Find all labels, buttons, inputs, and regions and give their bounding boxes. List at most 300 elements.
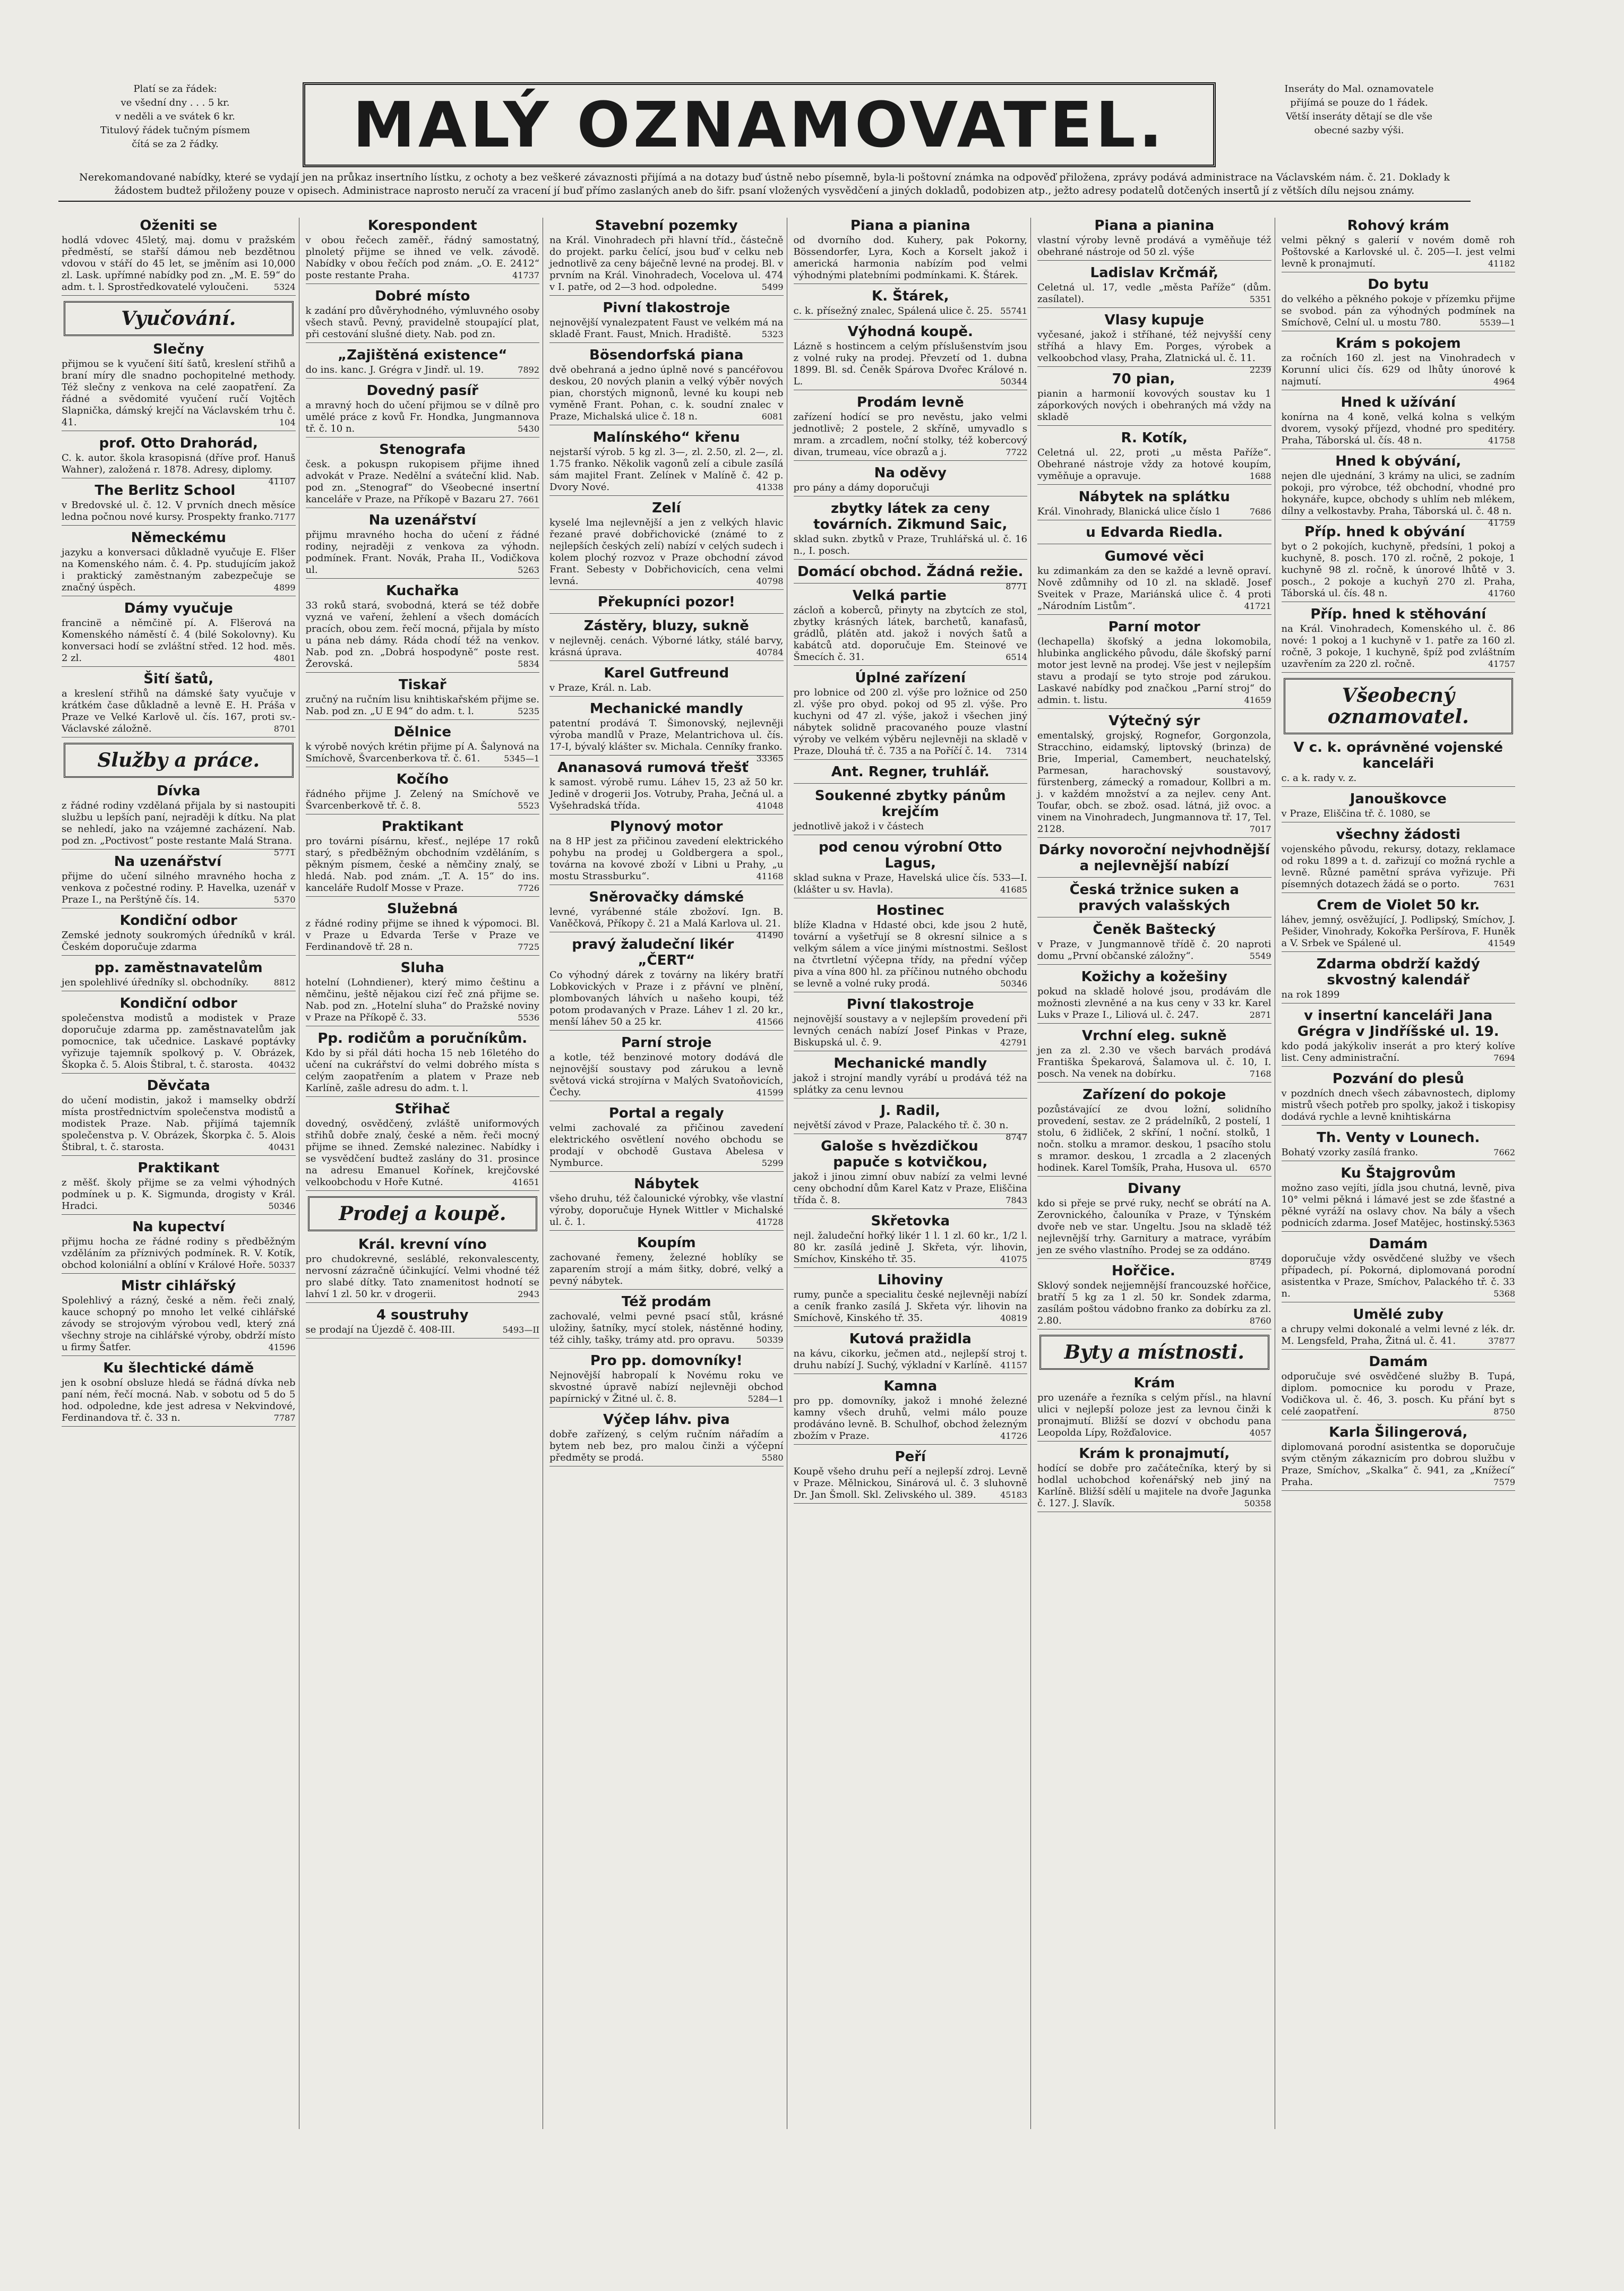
ad-heading: Děvčata xyxy=(147,1078,210,1094)
ad-heading: R. Kotík, xyxy=(1121,430,1188,446)
ad-heading: Zástěry, bluzy, sukně xyxy=(583,618,749,634)
ad-heading: Hned k užívání xyxy=(1341,394,1456,410)
classified-ad xyxy=(794,670,1028,760)
ad-text: a mravný hoch do učení přijmou se v dílně pro umělé práce z kovů Fr. Hondka, Jungmannova tř. č. 10 n. 5430 xyxy=(305,400,539,434)
header xyxy=(58,82,1471,167)
classified-ad xyxy=(1282,394,1516,449)
ad-text: pro pp. domovníky, jakož i mnohé železné kamny všech druhů, velmi málo pouze prodáváno levně. B. Schulhof, obchod železným zbožím v Praze. 41726 xyxy=(793,1395,1027,1441)
ad-heading: Kondiční odbor xyxy=(119,913,237,929)
ad-text: nejl. žaludeční hořký likér 1 l. 1 zl. 60 kr., 1/2 l. 80 kr. zasílá jedině J. Skřeta, výr. lihovin, Smíchov, Kinského tř. 35. 41075 xyxy=(793,1230,1027,1265)
ad-heading: Vrchní eleg. sukně xyxy=(1082,1028,1227,1044)
ad-text: kyselé lma nejlevnější a jen z velkých hlavic řezané pravé dobřichovické (známé to z nejlepších českých zelí) nabízí v celých sudech i kolem plochý rozvoz v Praze obchodní závod Frant. Sebesty v Dobřichovicích, cena velmi levná. 40798 xyxy=(549,517,784,587)
ad-reference-number: 40819 xyxy=(1000,1313,1027,1323)
classified-ad xyxy=(306,771,540,814)
ad-text: pianin a harmonií kovových soustav ku 1 záporkových nových i obehraných má vždy na skladě xyxy=(1037,388,1271,423)
ad-heading: Do bytu xyxy=(1368,277,1429,293)
ad-heading: Střihač xyxy=(394,1101,450,1117)
classified-ad xyxy=(62,671,296,737)
ad-reference-number: 6514 xyxy=(1006,652,1027,662)
ad-text: na 8 HP jest za přičinou zavedení elektrického pohybu na prodej u Goldbergera a spol., továrna na kovové zboží v Libni u Prahy, „u mostu Strassburku“. 41168 xyxy=(549,836,784,882)
ad-text: jazyku a konversaci důkladně vyučuje E. Flšer na Komenského nám. č. 4. Pp. studujícím jakož i praktický zaměstnaným zabezpečuje se značný úspěch. 4899 xyxy=(62,547,296,593)
classified-ad xyxy=(306,677,540,720)
ad-text: velmi zachovalé za přičinou zavedení elektrického osvětlení nového obchodu se prodají v obchodě Gustava Abelesa v Nymburce. 5299 xyxy=(549,1122,784,1169)
ad-heading: Překupníci pozor! xyxy=(597,594,735,610)
insert-info-line: obecné sazby výši. xyxy=(1314,125,1404,136)
classified-ad xyxy=(1282,1071,1516,1126)
classified-ad xyxy=(1037,312,1271,375)
ad-heading: Ku šlechtické dámě xyxy=(103,1360,254,1376)
ad-text: rumy, punče a specialitu české nejlevněji nabízí a ceník franko zasílá J. Skřeta výr. lihovin na Smíchově, Kinského tř. 35. 40819 xyxy=(793,1289,1027,1324)
ad-heading: Ant. Regner, truhlář. xyxy=(831,764,990,780)
classified-ad xyxy=(62,854,296,908)
price-line: ve všední dny . . . 5 kr. xyxy=(121,97,230,108)
classified-ad xyxy=(794,1056,1028,1099)
classified-ad xyxy=(793,1103,1028,1142)
ad-text: se prodají na Újezdě č. 408-III. 5493—II xyxy=(305,1324,539,1335)
column-5 xyxy=(1034,218,1275,2129)
classified-ad xyxy=(1037,265,1271,308)
ad-reference-number: 50346 xyxy=(268,1201,296,1211)
classified-ad xyxy=(306,347,540,379)
ad-reference-number: 41757 xyxy=(1488,659,1515,669)
ad-heading: Hořčice. xyxy=(1112,1263,1175,1279)
ad-reference-number: 4899 xyxy=(273,582,296,593)
classified-ad xyxy=(306,442,540,508)
ad-heading: Crem de Violet 50 kr. xyxy=(1317,897,1480,913)
ad-heading: Janouškovce xyxy=(1350,791,1447,807)
ad-text: nejnovější soustavy a v nejlepším provedení při levných cenách nabízí Josef Pinkas v Praze, Biskupská ul. č. 9. 42791 xyxy=(793,1014,1027,1048)
classified-ad xyxy=(794,588,1028,666)
price-line: v neděli a ve svátek 6 kr. xyxy=(115,111,235,122)
ad-reference-number: 8701 xyxy=(273,724,296,734)
ad-text: zácloň a koberců, přinyty na zbytcích ze stol, zbytky krásných látek, barchetů, kanafasů, grádlů, plátěn atd. jakož i nových šatů a kabátců atd. doporučuje Em. Steinové ve Šmecích č. 31. 6514 xyxy=(793,605,1027,663)
ad-heading: Pozvání do plesů xyxy=(1332,1071,1464,1087)
ad-text: z měšť. školy přijme se za velmi výhodných podmínek u p. K. Sigmunda, drogisty v Král. Hradci. 50346 xyxy=(62,1177,296,1212)
classified-ad xyxy=(794,465,1028,496)
ad-text: pro lobnice od 200 zl. výše pro ložnice od 250 zl. výše pro obyd. pokoj od 95 zl. výše. Pro kuchyni od 47 zl. výše, jakož i všechen jiný nábytek solidně pracovaného pouze vlastní výroby ve velkém výběru nejlevněji na skladě v Praze, Dlouhá tř. č. 735 a na Poříčí č. 14. 7314 xyxy=(793,687,1027,757)
ad-reference-number: 40431 xyxy=(268,1142,296,1152)
ad-text: zařízení hodící se pro nevěstu, jako velmi jednotlivě; 2 postele, 2 skříně, umyvadlo s mram. a zrcadlem, noční stolky, též kobercový divan, trumeau, více obrazů a j. 7722 xyxy=(793,411,1027,458)
ad-heading: Dělnice xyxy=(393,724,452,740)
classified-ad xyxy=(62,783,296,857)
ad-heading: Gumové věci xyxy=(1104,548,1204,564)
classified-ad xyxy=(549,430,784,496)
ad-reference-number: 5549 xyxy=(1249,951,1271,961)
ad-text: v Praze, Eliščina tř. č. 1080, se xyxy=(1281,808,1431,819)
ad-reference-number: 5345—1 xyxy=(504,753,539,763)
ad-reference-number: 2239 xyxy=(1249,365,1271,375)
ad-text: k samost. výrobě rumu. Láhev 15, 23 až 50 kr. Jedině v drogerii Jos. Votruby, Praha, Ječná ul. a Vyšehradská třída. 41048 xyxy=(549,777,784,811)
ad-reference-number: 6081 xyxy=(761,411,784,422)
ad-heading: Rohový krám xyxy=(1347,218,1449,234)
classified-ad xyxy=(1037,218,1271,261)
ad-text: společenstva modistů a modistek v Praze doporučuje zdarma pp. zaměstnavatelům jak pomocnice, tak učednice. Laskavé poptávky vyřizuje tajemník spolkový p. V. Obrázek, Škopka č. 5. Alois Štibral, t. č. starosta. 40432 xyxy=(62,1012,296,1070)
ad-text: do učení modistin, jakož i mamselky obdrží místa prostřednictvím společenstva modistů a modistek Praze. Nab. přijímá tajemník společenstva p. V. Obrázek, Škorpka č. 5. Alois Štibral, t. č. starosta. 40431 xyxy=(62,1095,296,1153)
classified-ad xyxy=(1037,619,1271,709)
ad-text: nejen dle ujednání, 3 krámy na ulici, se zadním pokoji, pro výrobce, též obchodní, vhodné pro hokynáře, kupce, obchody s uhlím neb mlékem, dílny a velkostavby. Praha, Táborská ul. č. 48 n. 41759 xyxy=(1281,470,1515,528)
section-heading: Prodej a koupě. xyxy=(308,1196,538,1231)
classified-ad xyxy=(549,1412,784,1466)
classified-ad xyxy=(1282,1008,1516,1067)
ad-reference-number: 7177 xyxy=(273,512,296,522)
classified-ad xyxy=(1282,897,1516,952)
ad-text: diplomovaná porodní asistentka se doporučuje svým ctěným zákaznicím pro dobrou službu v Praze, Smíchov, „Skalka“ č. 941, za „Knížecí“ Praha. 7579 xyxy=(1281,1441,1515,1488)
ad-heading: Sluha xyxy=(400,960,444,976)
ad-text: jen za zl. 2.30 ve všech barvách prodává Františka Špekarová, Šalamova ul. č. 10, I. posch. Na venek na dobírku. 7168 xyxy=(1037,1045,1271,1079)
ad-text: v pozdních dnech všech zábavnostech, diplomy mistrů všech potřeb pro spolky, jakož i tiskopisy dodává rychle a levně knihtiskárna xyxy=(1281,1088,1515,1122)
ad-heading: Karla Šilingerová, xyxy=(1329,1425,1468,1440)
classified-ad xyxy=(1037,548,1271,615)
ad-heading: Ku Štajgrovům xyxy=(1341,1165,1456,1181)
ad-heading: Lihoviny xyxy=(878,1272,943,1288)
classified-ad xyxy=(62,600,296,667)
ad-text: a kreslení střihů na dámské šaty vyučuje v krátkém čase důkladně a levně E. H. Práša v Praze ve Velké Karlově ul. čís. 167, proti sv.-Václavské záložně. 8701 xyxy=(62,688,296,734)
classified-ad xyxy=(549,937,784,1031)
classified-ad xyxy=(794,788,1028,835)
ad-reference-number: 7314 xyxy=(1006,746,1027,756)
ad-heading: pp. zaměstnavatelům xyxy=(94,960,263,976)
ad-heading: Dovedný pasíř xyxy=(366,383,478,399)
ad-heading: Nábytek xyxy=(634,1176,699,1192)
ad-reference-number: 5299 xyxy=(761,1158,784,1168)
classified-ad xyxy=(62,913,296,956)
classified-ad xyxy=(549,1294,784,1349)
ad-reference-number: 5580 xyxy=(761,1453,784,1463)
ad-text: sklad sukn. zbytků v Praze, Truhlářská ul. č. 16 n., I. posch. xyxy=(793,534,1027,556)
ad-heading: Sněrovačky dámské xyxy=(589,889,744,905)
column-2 xyxy=(303,218,544,2129)
ad-heading: všechny žádosti xyxy=(1336,827,1460,843)
ad-heading: Kožichy a kožešiny xyxy=(1081,969,1227,985)
ad-heading: J. Radil, xyxy=(880,1103,940,1119)
classified-ad xyxy=(1282,956,1516,1003)
classified-ad xyxy=(549,1235,784,1290)
ad-reference-number: 42791 xyxy=(1000,1037,1027,1048)
ad-heading: Zelí xyxy=(652,500,681,516)
ad-text: 33 roků stará, svobodná, která se též dobře vyzná ve vaření, žehlení a všech domácích pracích, obou zem. řečí mocná, přijala by místo u pána neb dámy. Ráda chodí též na venkov. Nab. pod zn. „Dobrá hospodyně“ poste rest. Žerovská. 5834 xyxy=(305,600,539,670)
ad-text: na rok 1899 xyxy=(1281,989,1340,1000)
ad-heading: Praktikant xyxy=(381,819,463,835)
ad-heading: Krám s pokojem xyxy=(1335,336,1461,351)
classified-ad xyxy=(306,383,540,437)
ad-text: francinë a němčině pí. A. Flšerová na Komenského náměstí č. 4 (bilé Sokolovny). Ku konversaci hodí se zvláštní střed. 12 hod. měs. 2 zl. 4801 xyxy=(62,617,296,664)
ad-reference-number: 41338 xyxy=(756,482,784,492)
ad-text: kdo si přeje se prvé ruky, nechť se obrátí na A. Zerovnického, čalouníka v Praze, v Týnském dvoře neb ve star. Ungeltu. Jsou na skladě též nejlevnější trhy. Garnitury a matrace, vyrábím jen ze svého vlastního. Prodej se za oddáno. 8749 xyxy=(1037,1198,1271,1267)
ad-reference-number: 4801 xyxy=(273,653,296,663)
ad-reference-number: 8812 xyxy=(273,977,296,988)
ad-text: z řádné rodiny přijme se ihned k výpomoci. Bl. v Praze u Edvarda Terše v Praze ve Ferdinandově tř. 28 n. 7725 xyxy=(305,918,539,953)
ad-text: C. k. autor. škola krasopisná (dříve prof. Hanuš Wahner), založená r. 1878. Adresy, diplomy. 41107 xyxy=(62,452,296,486)
ad-heading: Kutová pražidla xyxy=(849,1331,972,1347)
classified-ad xyxy=(1037,1181,1271,1267)
classified-ad xyxy=(1282,1236,1516,1302)
ad-reference-number: 4964 xyxy=(1493,376,1515,387)
column-1 xyxy=(58,218,299,2129)
ad-reference-number: 5235 xyxy=(518,706,539,716)
ad-heading: Domácí obchod. Žádná režie. xyxy=(797,564,1024,580)
ad-text: k výrobě nových krétin přijme pí A. Šalynová na Smíchově, Švarcenberkova tř. č. 61. 5345—1 xyxy=(305,741,539,764)
ad-reference-number: 40432 xyxy=(268,1060,296,1070)
ad-reference-number: 5834 xyxy=(518,659,539,669)
ad-text: česk. a pokuspn rukopisem přijme ihned advokát v Praze. Nedělní a sváteční klid. Nab. pod zn. „Stenograf“ do Všeobecné insertní kanceláře v Praze, na Příkopě v Bazaru 27. 7661 xyxy=(305,459,539,505)
ad-heading: Výčep láhv. piva xyxy=(603,1412,730,1428)
ad-text: ku zdimankám za den se každé a levně opraví. Nově zdůmnihy od 10 zl. na skladě. Josef Sveitek v Praze, Mariánská ulice č. 4 proti „Národním Listům“. 41721 xyxy=(1037,565,1271,612)
ad-heading: „Zajištěná existence“ xyxy=(338,347,508,363)
ad-heading: pod cenou výrobní Otto Lagus, xyxy=(818,839,1002,871)
price-box xyxy=(58,82,292,167)
ad-text: láhev, jemný, osvěžující, J. Podlipský, Smíchov, J. Pešider, Vinohrady, Kokořka Peršírova, F. Huněk a V. Srbek ve Spálené ul. 41549 xyxy=(1281,914,1515,949)
ad-heading: Parní stroje xyxy=(621,1035,712,1051)
ad-heading: Král. krevní víno xyxy=(358,1237,487,1252)
column-4 xyxy=(790,218,1032,2129)
classified-ad xyxy=(1282,740,1516,787)
ad-heading: Šití šatů, xyxy=(143,671,214,687)
ad-heading: Kuchařka xyxy=(386,583,459,599)
ad-reference-number: 7017 xyxy=(1249,824,1271,834)
classified-ad xyxy=(1282,606,1516,673)
ad-reference-number: 41182 xyxy=(1488,259,1515,269)
ad-heading: Kondiční odbor xyxy=(119,996,237,1011)
ad-heading: Výtečný sýr xyxy=(1109,713,1200,729)
section-heading: Vyučování. xyxy=(64,301,294,336)
ad-text: v Praze, v Jungmannově třídě č. 20 naproti domu „První občanské záložny“. 5549 xyxy=(1037,939,1271,962)
classified-ad xyxy=(1037,1028,1271,1083)
ad-heading: Na uzenářství xyxy=(368,512,476,528)
ad-text: konírna na 4 koně, velká kolna s velkým dvorem, vysoký příjezd, vhodné pro speditéry. Praha, Táborská ul. čís. 48 n. 41758 xyxy=(1281,411,1515,446)
ad-reference-number: 6570 xyxy=(1249,1163,1271,1173)
classified-ad xyxy=(549,1353,784,1408)
classified-ad xyxy=(549,1176,784,1231)
ad-heading: Velká partie xyxy=(852,588,947,604)
ad-text: jen spolehlivé úředníky sl. obchodníky. 8812 xyxy=(62,977,296,988)
ad-text: (lechapella) škofský a jedna lokomobila, hlubinka anglického původu, dále škofský parní motor jest levně na prodej. Vše jest v nejlepším stavu a prodají se tyto stroje pod zárukou. Laskavé nabídky pod značkou „Parní stroj“ do admin. t. listu. 41659 xyxy=(1037,636,1271,706)
ad-text: jakož i jinou zimní obuv nabízí za velmi levné ceny obchodní dům Karel Katz v Praze, Eliščina třída č. 8. 7843 xyxy=(793,1171,1027,1206)
ad-text: pro chudokrevné, sesláblé, rekonvalescenty, nervosní zázračně účinkující. Velmi vhodné též pro slabé dítky. Tato znamenitost hodnotí se lahví 1 zl. 50 kr. v drogerii. 2943 xyxy=(305,1254,539,1300)
ad-reference-number: 5370 xyxy=(273,895,296,905)
ad-heading: Dámy vyučuje xyxy=(124,600,233,616)
ad-heading: Hostinec xyxy=(876,903,944,919)
ad-heading: u Edvarda Riedla. xyxy=(1086,525,1223,540)
ad-text: odporučuje své osvědčené služby B. Tupá, diplom. pomocnice ku porodu v Praze, Vodičkova ul. č. 46, 3. posch. Ku přání byt s celé zaopatření. 8750 xyxy=(1281,1371,1515,1417)
classified-ad xyxy=(306,512,540,579)
ad-reference-number: 5323 xyxy=(761,329,784,339)
ad-text: do ins. kanc. J. Grégra v Jindř. ul. 19. 7892 xyxy=(305,364,539,375)
ad-reference-number: 7892 xyxy=(518,365,539,375)
ad-text: Koupě všeho druhu peří a nejlepší zdroj. Levně v Praze. Mělnickou, Sinárová ul. č. 3 sluhovně Dr. Jan Šmoll. Skl. Zelivského ul. 389. 45183 xyxy=(793,1466,1027,1500)
classified-ad xyxy=(794,394,1028,461)
ad-heading: Parní motor xyxy=(1108,619,1200,635)
ad-heading: Německému xyxy=(131,530,226,546)
ad-text: jednotlivě jakož i v částech xyxy=(793,821,924,832)
ad-reference-number: 5430 xyxy=(518,424,539,434)
ad-heading: Pivní tlakostroje xyxy=(846,997,974,1012)
classified-ad xyxy=(62,218,296,296)
ad-heading: Dobré místo xyxy=(375,288,470,304)
ad-heading: Příp. hned k obývání xyxy=(1304,524,1465,540)
ad-reference-number: 5536 xyxy=(518,1012,539,1023)
ad-text: dvě obehraná a jedno úplně nové s pancéřovou deskou, 20 nových planin a velký výběr nových pian, chorstých mignonů, levné ku koupi neb vyměně Frant. Pohan, c. k. soudní znalec v Praze, Michalská ulice č. 18 n. 6081 xyxy=(549,364,784,422)
ad-text: Bohatý vzorky zasílá franko. 7662 xyxy=(1281,1147,1515,1158)
ad-heading: Oženiti se xyxy=(140,218,218,234)
ad-reference-number: 41760 xyxy=(1488,588,1515,598)
classified-ad xyxy=(62,1278,296,1356)
classified-ad xyxy=(1037,1375,1271,1441)
ad-reference-number: 7722 xyxy=(1006,447,1027,457)
ad-heading: Zdarma obdrží každý skvostný kalendář xyxy=(1316,956,1480,988)
ad-text: levné, vyrábenné stále zbožoví. Ign. B. Vaněčková, Příkopy č. 21 a Malá Karlova ul. 21. 41490 xyxy=(549,906,784,940)
ad-heading: Umělé zuby xyxy=(1353,1307,1444,1323)
classified-ad xyxy=(794,839,1028,898)
ad-reference-number: 41075 xyxy=(1000,1254,1027,1264)
ad-text: pro pány a dámy doporučuji xyxy=(793,482,930,493)
ad-reference-number: 2943 xyxy=(518,1289,539,1299)
ad-heading: Piana a pianina xyxy=(850,218,970,234)
ad-text: přijmu hocha ze řádné rodiny s předběžným vzděláním za příznivých podmínek. R. V. Kotík, obchod koloniální a oblíní v Králové Hoře. 50337 xyxy=(62,1236,296,1271)
ad-reference-number: 7694 xyxy=(1493,1053,1515,1063)
classified-ad xyxy=(794,764,1028,784)
ad-text: pro továrni písárnu, křesť., nejlépe 17 roků starý, s předběžným obchodním vzděláním, s pěkným písmem, české a němčiny znalý, se hledá. Nab. pod znám. „T. A. 15“ do ins. kanceláře Rudolf Mosse v Praze. 7726 xyxy=(305,836,539,894)
ad-text: Zemské jednoty soukromých úředníků v král. Českém doporučuje zdarma xyxy=(62,930,296,953)
ad-reference-number: 41651 xyxy=(512,1177,539,1187)
ad-text: nejnovější vynalezpatent Faust ve velkém má na skladě Frant. Faust, Mnich. Hradiště. 5323 xyxy=(549,317,784,340)
ad-heading: Výhodná koupě. xyxy=(847,324,973,340)
ad-reference-number: 7725 xyxy=(518,942,539,952)
ad-text: na Král. Vinohradech, Komenského ul. č. 86 nové: 1 pokoj a 1 kuchyně v 1. patře za 160 zl. ročně, 3 pokoje, 1 kuchyně, špíž pod zvláštním uzavřením za 220 zl. ročně. 41757 xyxy=(1281,623,1515,670)
ad-text: v obou řečech zaměř., řádný samostatný, plnoletý přijme se ihned ve velk. závodě. Nabídky v obou řečích pod znám. „O. E. 2412“ poste restante Praha. 41737 xyxy=(305,235,539,281)
classified-ad xyxy=(549,819,784,885)
ad-text: přijme do učení silného mravného hocha z venkova z počestné rodiny. P. Havelka, uzenář v Praze I., na Perštýně čís. 14. 5370 xyxy=(62,871,296,905)
ad-reference-number: 50339 xyxy=(756,1335,784,1345)
ad-text: jakož i strojní mandly vyrábí u prodává též na splátky za cenu levnou xyxy=(793,1072,1027,1095)
ad-reference-number: 5363 xyxy=(1493,1218,1515,1228)
classified-ad xyxy=(306,1307,540,1338)
classified-ad xyxy=(794,324,1028,390)
classified-ad xyxy=(62,1219,296,1274)
classified-ad xyxy=(62,1360,296,1427)
classified-ad xyxy=(62,1078,296,1156)
ad-heading: prof. Otto Drahorád, xyxy=(99,435,258,451)
ad-text: ementalský, grojský, Rognefor, Gorgonzola, Stracchino, eidamský, liptovský (brinza) de Brie, Imperial, Camembert, neuchatelský, Parmesan, harachovský soustavový, fürstenberg, zámecký a romadour, Kollbri a m. j. v každém množství a za nejlev. ceny Ant. Toufar, obch. se zbož. osad. látná, již ovoc. a vinem na Vinohradech, Jungmannova tř. 17, Tel. 2128. 7017 xyxy=(1037,730,1271,835)
price-line: Titulový řádek tučným písmem xyxy=(100,125,251,136)
price-line: Platí se za řádek: xyxy=(133,83,217,95)
ad-reference-number: 8760 xyxy=(1249,1316,1271,1326)
ad-text: v Bredovské ul. č. 12. V prvních dnech měsíce ledna počnou nové kursy. Prospekty franko. 7177 xyxy=(62,500,296,522)
ad-text: Kdo by si přál dáti hocha 15 neb 16letého do učení na cukrářství do velmi dobrého místa s celým zaopatřením a platem v Praze neb Karlíně, zašle adresu do adm. t. l. xyxy=(305,1048,539,1094)
ad-text: Celetná ul. 17, vedle „města Paříže“ (dům. zasílatel). 5351 xyxy=(1037,282,1271,305)
ad-reference-number: 5351 xyxy=(1249,294,1271,304)
ad-reference-number: 55741 xyxy=(1000,306,1027,316)
ad-text: dovedný, osvědčený, zvláště uniformových střihů dobře znalý, české a něm. řeči mocný přijme se ihned. Zemské nalezinec. Nabídky i se vysvědčení budtež zaslány do 31. prosince na adresu Emanuel Kořínek, krejčovské velkoobchodu v Hoře Kutné. 41651 xyxy=(305,1118,539,1188)
ad-text: hodlá vdovec 45letý, maj. domu v pražském předměstí, se stařší dámou neb bezdětnou vdovou v stáří do 45 let, se jměním asi 10,000 zl. Lask. upřímné nabídky pod zn. „M. E. 59“ do adm. t. l. Sprostředkovatelé vyloučeni. 5324 xyxy=(62,235,296,293)
price-line: čítá se za 2 řádky. xyxy=(132,139,219,150)
ad-text: zachované řemeny, železné hoblíky se zaparením strojí a mám šitky, dobré, velký a pevný nábytek. xyxy=(549,1252,784,1286)
ad-heading: Piana a pianina xyxy=(1094,218,1215,234)
ad-text: pozůstávající ze dvou ložní, solidního provedení, sestav. ze 2 prádelníků, 2 postelí, 1 stolu, 6 židliček, 2 skříní, 1 noční. stolků, 1 nočn. stolku a mramor. deskou, 1 psacího stolu s mramor. deskou, 1 zrcadla a 2 zlacených hodinek. Karel Tomšík, Praha, Husova ul. 6570 xyxy=(1037,1104,1271,1173)
classified-ad xyxy=(549,594,784,614)
ad-text: zachovalé, velmi pevné psací stůl, krásné uložiny, šatníky, mycí stolek, nástěnné hodiny, též cihly, tašky, trámy atd. pro opravu. 50339 xyxy=(549,1311,784,1345)
classified-ad xyxy=(549,1035,784,1101)
ad-heading: Skřetovka xyxy=(871,1213,950,1229)
ad-heading: 70 pian, xyxy=(1112,371,1175,387)
ad-text: jen k osobní obsluze hledá se řádná dívka neb paní ném, řečí mocná. Nab. v sobotu od 5 do 5 hod. odpoledne, kde jest adresa v Nekvindové, Ferdinandova tř. č. 33 n. 7787 xyxy=(62,1377,296,1423)
ad-reference-number: 7787 xyxy=(273,1413,296,1423)
classified-ad xyxy=(549,347,784,425)
ad-text: patentní prodává T. Šimonovský, nejlevněji výroba mandlů v Praze, Melantrichova ul. čís. 17-I, bývalý klášter sv. Michala. Cenníky franko. 33365 xyxy=(549,718,784,763)
ad-text: v Praze, Král. n. Lab. xyxy=(549,682,651,693)
ad-text: zručný na ručním lisu knihtiskařském přijme se. Nab. pod zn. „U E 94“ do adm. t. l. 5235 xyxy=(305,694,539,717)
ad-heading: Tiskař xyxy=(398,677,446,693)
section-heading: Byty a místnosti. xyxy=(1039,1335,1269,1370)
ad-reference-number: 50358 xyxy=(1244,1498,1271,1508)
ad-reference-number: 50346 xyxy=(1000,979,1027,989)
classified-ad xyxy=(549,701,784,763)
ad-reference-number: 7662 xyxy=(1493,1147,1515,1157)
ad-reference-number: 41107 xyxy=(268,476,296,486)
classified-ad xyxy=(62,960,296,991)
ad-reference-number: 7686 xyxy=(1249,507,1271,517)
classified-ad xyxy=(794,564,1028,591)
ad-heading: 4 soustruhy xyxy=(376,1307,469,1323)
ad-reference-number: 7726 xyxy=(518,883,539,893)
classified-ad xyxy=(1037,430,1271,485)
ad-heading: zbytky látek za ceny továrních. Zikmund Saic, xyxy=(813,501,1008,533)
ad-text: největší závod v Praze, Palackého tř. č. 30 n. 8747 xyxy=(793,1120,1027,1142)
classified-ad xyxy=(549,665,784,697)
ad-reference-number: 2871 xyxy=(1249,1010,1271,1020)
classified-ad xyxy=(1037,371,1271,426)
ad-reference-number: 41737 xyxy=(512,270,539,280)
classified-ad xyxy=(549,218,784,296)
classified-ad xyxy=(306,724,540,767)
ad-heading: Malínského“ křenu xyxy=(592,430,740,445)
ad-heading: Na uzenářství xyxy=(114,854,222,870)
ad-text: do velkého a pěkného pokoje v přízemku přijme se svobod. pán za výhodných podmínek na Smíchově, Celní ul. u mostu 780. 5539—1 xyxy=(1281,294,1515,328)
ad-heading: V c. k. oprávněné vojenské kanceláři xyxy=(1293,740,1503,771)
classified-ad xyxy=(1037,1263,1271,1329)
ad-heading: Služebná xyxy=(386,901,458,917)
ad-reference-number: 41685 xyxy=(1000,885,1027,895)
classified-ad xyxy=(62,1160,296,1215)
classified-ad xyxy=(62,341,296,431)
classified-ad xyxy=(794,1331,1028,1374)
classified-ad xyxy=(306,819,540,897)
ad-text: velmi pěkný s galerií v novém domě roh Poštovské a Karlovské ul. č. 205—I. jest velmi levně k pronajmutí. 41182 xyxy=(1281,235,1515,269)
classified-ad xyxy=(794,1138,1028,1209)
ad-heading: v insertní kanceláři Jana Grégra v Jindříšské ul. 19. xyxy=(1297,1008,1499,1040)
ad-reference-number: 8750 xyxy=(1493,1406,1515,1417)
ad-heading: Bösendorfská piana xyxy=(589,347,744,363)
classified-ad xyxy=(549,760,784,814)
ad-reference-number: 7579 xyxy=(1493,1477,1515,1487)
ad-reference-number: 37877 xyxy=(1488,1336,1515,1346)
ad-text: blíže Kladna v Hdasté obci, kde jsou 2 hutě, tovární a vyšetřují se 8 okresní silnice a s velkým sálem a více jinými místnostmi. Sešlost na čtvrtletní výčepna třídy, na přední výčep piva a vína 800 hl. za příčinou nutného obchodu se levně a volné ruky prodá. 50346 xyxy=(793,920,1027,989)
insert-info-line: přijímá se pouze do 1 řádek. xyxy=(1290,97,1428,108)
ad-reference-number: 8771 xyxy=(1006,581,1027,591)
classified-ad xyxy=(306,960,540,1026)
ad-heading: Portal a regaly xyxy=(608,1105,724,1121)
ad-heading: Též prodám xyxy=(621,1294,711,1310)
classified-ad xyxy=(1037,842,1271,878)
ad-reference-number: 50344 xyxy=(1000,376,1027,387)
classified-ad xyxy=(1282,1425,1516,1491)
classified-ad xyxy=(1282,524,1516,602)
section-heading: Služby a práce. xyxy=(64,743,294,778)
classified-ad xyxy=(794,997,1028,1051)
ad-heading: Nábytek na splátku xyxy=(1078,489,1230,505)
ad-reference-number: 45183 xyxy=(1000,1490,1027,1500)
classified-ad xyxy=(62,996,296,1074)
classified-ad xyxy=(794,501,1028,560)
